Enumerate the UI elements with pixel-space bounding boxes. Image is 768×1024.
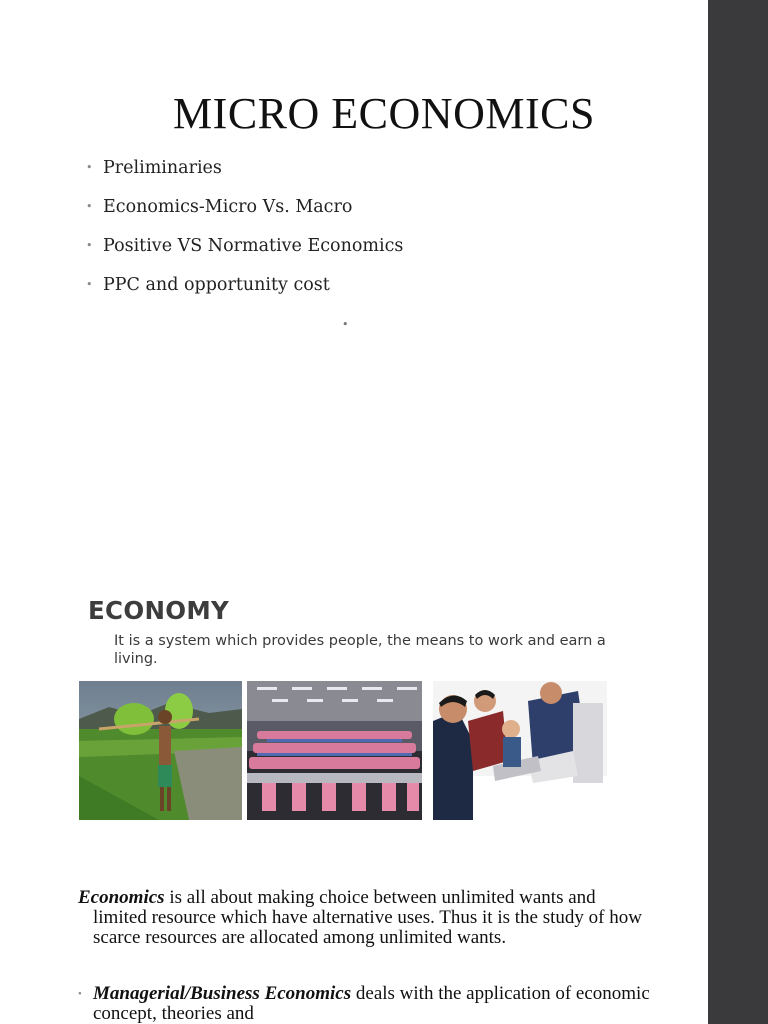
factory-workers-photo — [247, 681, 422, 820]
economics-term: Economics — [78, 887, 165, 908]
economics-definition — [78, 888, 653, 948]
farmer-photo — [79, 681, 242, 820]
list-item: • Preliminaries — [86, 154, 403, 193]
managerial-economics-term: Managerial/Business Economics — [93, 983, 352, 1004]
office-team-photo — [433, 681, 607, 820]
managerial-economics-definition — [78, 984, 653, 1024]
economics-definition-text: is all about making choice between unlimited wants and limited resource which have alternative uses. Thus it is the study of how scarce resources are allocated among unlimited wants. — [93, 887, 642, 948]
managerial-economics-text: deals with the application of economic concept, theories and — [93, 983, 650, 1024]
economy-description: It is a system which provides people, the means to work and earn a living. — [114, 633, 606, 667]
list-item: • Economics-Micro Vs. Macro — [86, 193, 403, 232]
bullet-dot: • — [342, 318, 349, 331]
slide-title: MICRO ECONOMICS — [173, 89, 595, 138]
list-item: • PPC and opportunity cost — [86, 271, 403, 310]
bullet-dot: • — [78, 988, 82, 1000]
viewer-scrollbar-panel[interactable] — [708, 0, 768, 1024]
topic-list — [86, 154, 403, 310]
list-item: • Positive VS Normative Economics — [86, 232, 403, 271]
economy-heading: ECONOMY — [88, 596, 230, 625]
